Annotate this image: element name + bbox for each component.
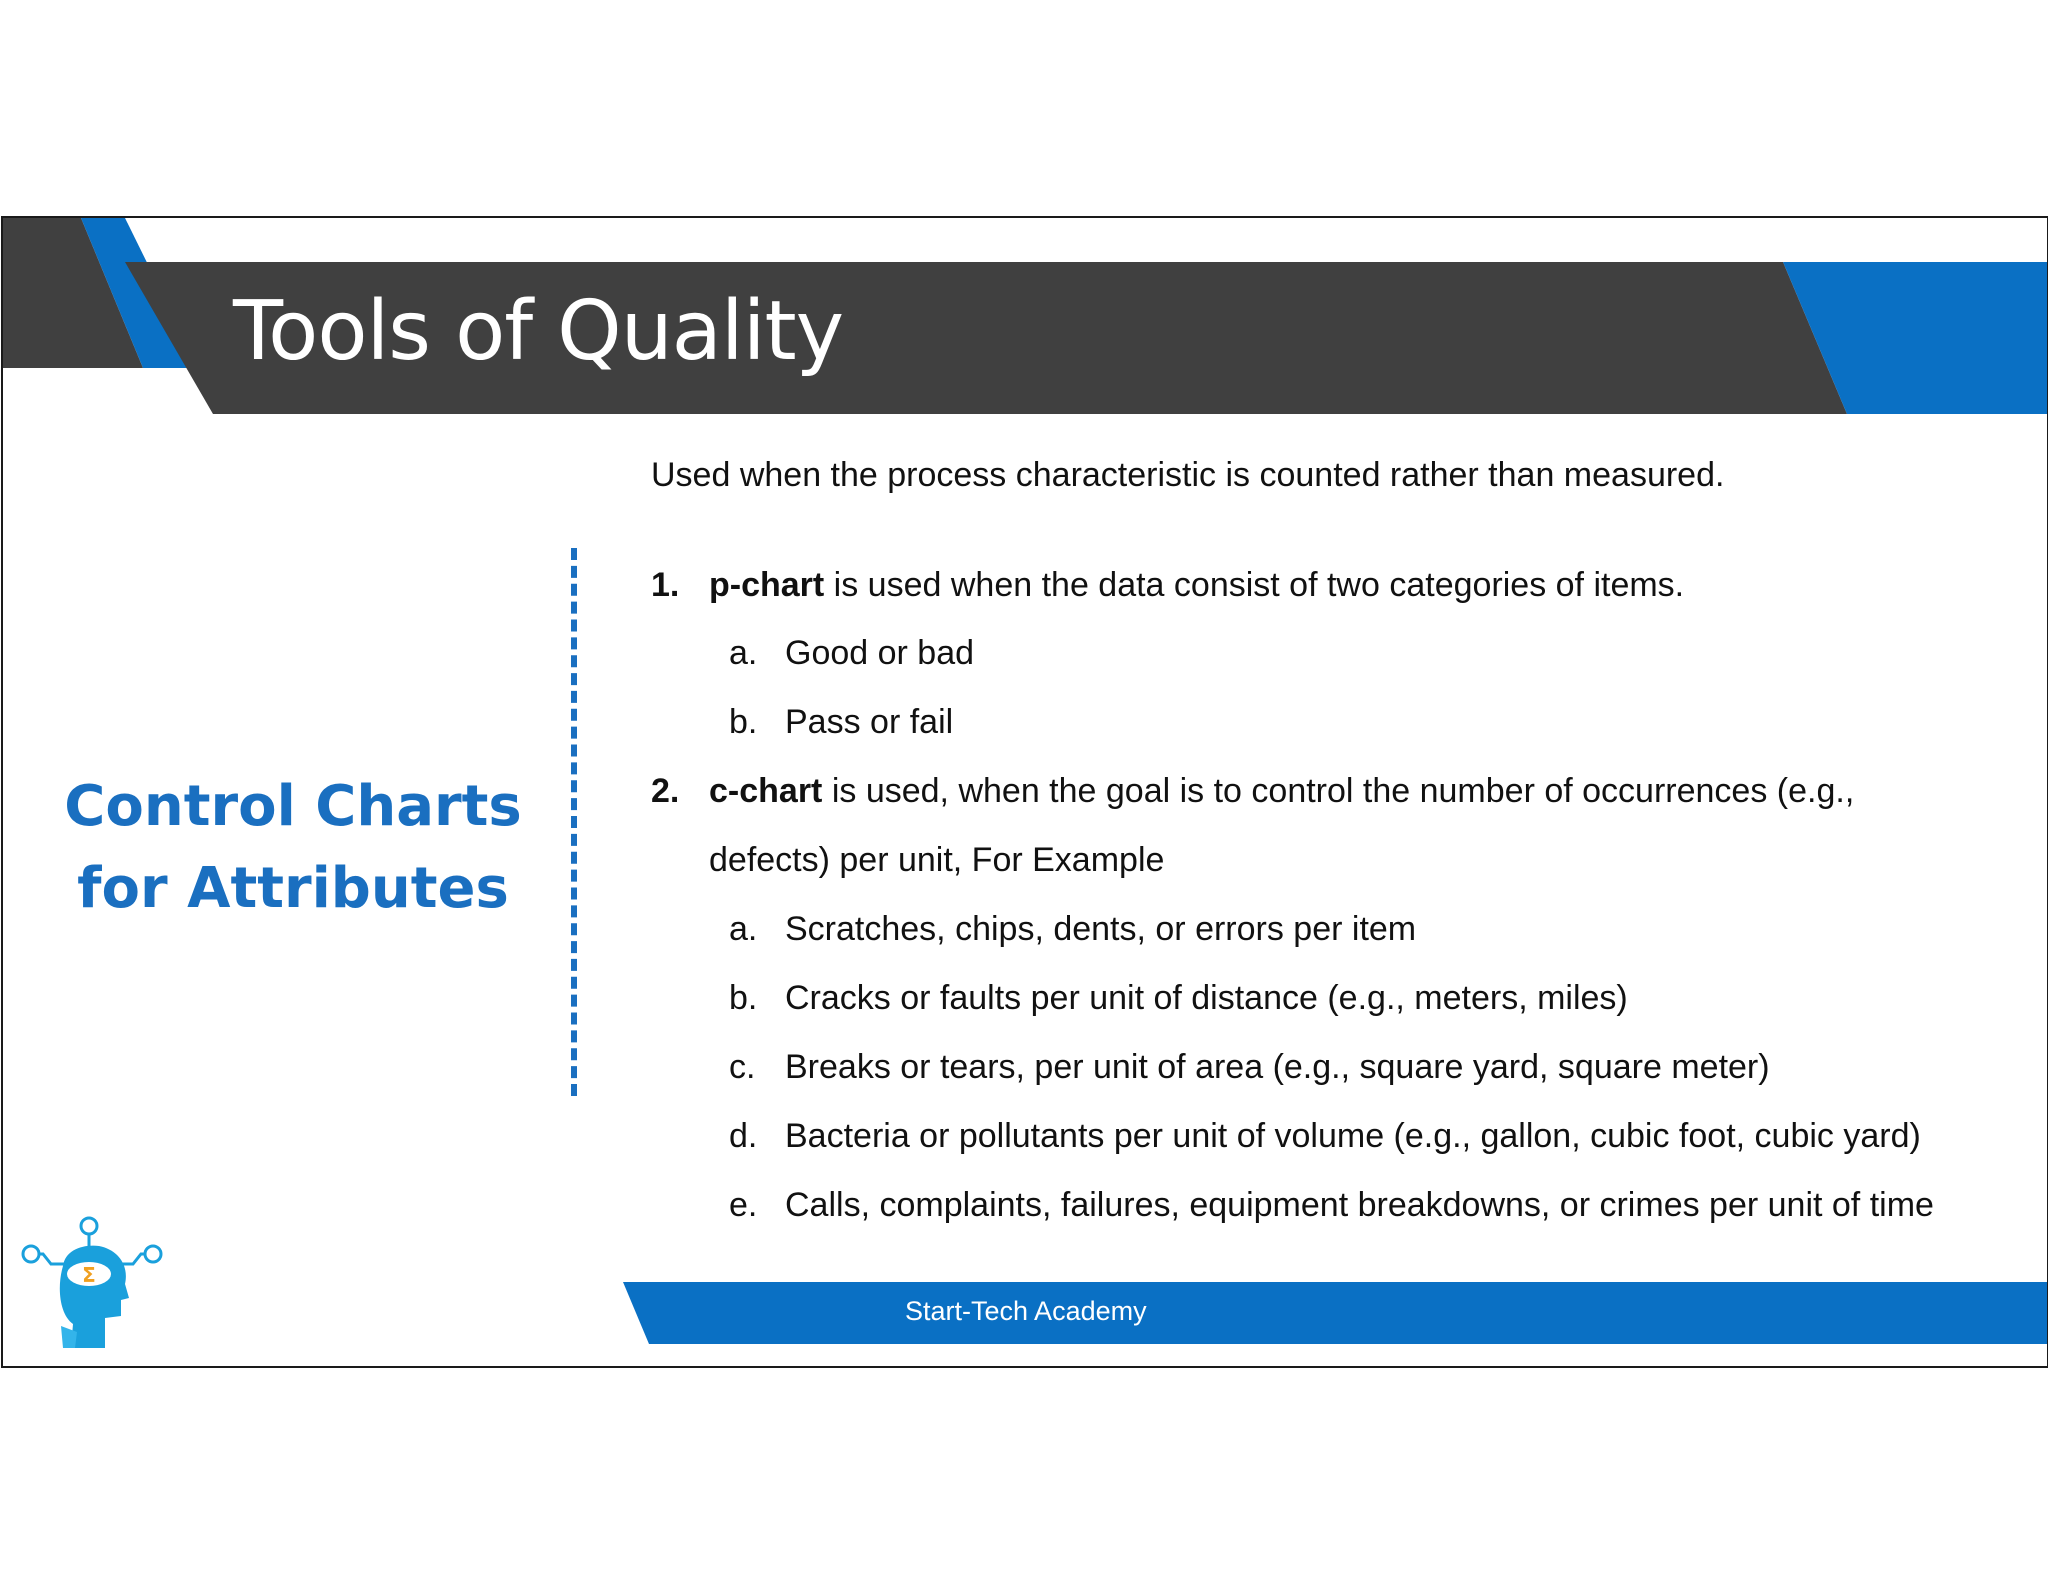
list-item-text: is used when the data consist of two categories of items.	[824, 566, 1685, 604]
sub-item-text: Bacteria or pollutants per unit of volume (e.g., gallon, cubic foot, cubic yard)	[785, 1117, 1921, 1155]
logo-sigma: Σ	[82, 1263, 96, 1287]
footer-brand: Start-Tech Academy	[905, 1296, 1147, 1326]
section-label-line-1: Control Charts	[64, 774, 522, 839]
dashed-divider	[571, 548, 577, 1096]
sub-item-text: Breaks or tears, per unit of area (e.g., square yard, square meter)	[785, 1048, 1770, 1086]
list-item	[709, 566, 1684, 605]
sub-item-marker: a.	[729, 910, 758, 948]
list-number: 2.	[651, 772, 680, 810]
list-item-term: p-chart	[709, 566, 825, 604]
slide	[1, 216, 2048, 1368]
section-label-line-2: for Attributes	[77, 856, 509, 921]
footer-bar	[623, 1282, 2047, 1346]
list-number: 1.	[651, 566, 680, 604]
sub-item-text: Calls, complaints, failures, equipment breakdowns, or crimes per unit of time	[785, 1186, 1934, 1224]
sub-item-text: Scratches, chips, dents, or errors per item	[785, 910, 1417, 948]
list-item-term: c-chart	[709, 772, 823, 810]
sub-item-marker: e.	[729, 1186, 758, 1224]
list-item	[709, 772, 1854, 811]
page-title: Tools of Quality	[233, 284, 844, 379]
head-sigma-lightbulbs-icon	[21, 1214, 171, 1356]
sub-item-marker: b.	[729, 703, 758, 741]
sub-item-text: Pass or fail	[785, 703, 954, 741]
list-item-text: is used, when the goal is to control the number of occurrences (e.g.,	[822, 772, 1855, 810]
sub-item-marker: c.	[729, 1048, 756, 1086]
sub-item-text: Cracks or faults per unit of distance (e.g., meters, miles)	[785, 979, 1628, 1017]
section-label	[43, 766, 543, 930]
sub-item-marker: a.	[729, 634, 758, 672]
intro-text: Used when the process characteristic is counted rather than measured.	[651, 456, 1725, 494]
sub-item-text: Good or bad	[785, 634, 975, 672]
sub-item-marker: b.	[729, 979, 758, 1017]
list-item-continuation: defects) per unit, For Example	[709, 841, 1165, 879]
sub-item-marker: d.	[729, 1117, 758, 1155]
